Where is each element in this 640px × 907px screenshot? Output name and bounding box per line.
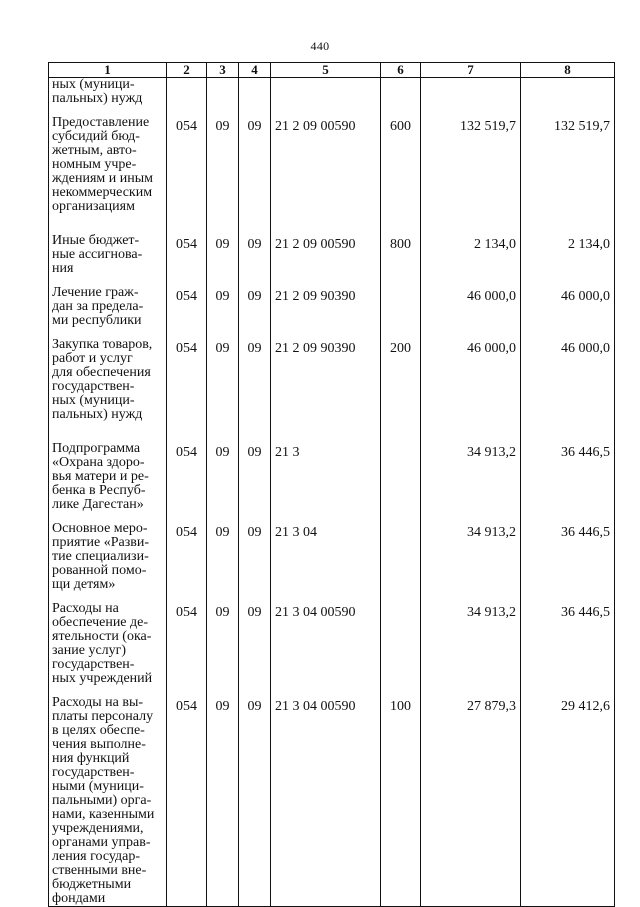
cell-target-article: 21 3 04 00590 bbox=[271, 696, 381, 907]
cell-expense-type: 100 bbox=[381, 696, 421, 907]
cell-target-article: 21 3 04 00590 bbox=[271, 602, 381, 696]
cell-name bbox=[49, 442, 167, 522]
cell-expense-type bbox=[381, 522, 421, 602]
cell-ministry-code: 054 bbox=[167, 696, 207, 907]
cell-amount-col8: 36 446,5 bbox=[521, 522, 615, 602]
table-row bbox=[49, 234, 615, 286]
row-description: Закупка товаров, работ и услуг для обеспечения государствен- ных (муници- пальных) нужд bbox=[52, 337, 153, 422]
cell-name bbox=[49, 78, 167, 117]
cell-target-article: 21 2 09 00590 bbox=[271, 234, 381, 286]
cell-target-article bbox=[271, 78, 381, 117]
row-description: Расходы на обеспечение де- ятельности (ока- зание услуг) государствен- ных учреждений bbox=[52, 601, 153, 686]
column-header: 2 bbox=[167, 63, 207, 78]
cell-expense-type bbox=[381, 442, 421, 522]
cell-section: 09 bbox=[207, 286, 239, 338]
cell-subsection: 09 bbox=[239, 116, 271, 234]
cell-amount-col7: 34 913,2 bbox=[421, 442, 521, 522]
table-row bbox=[49, 78, 615, 117]
table-row bbox=[49, 116, 615, 234]
row-description: Расходы на вы- платы персоналу в целях обеспе- чения выполне- ния функций государствен- ными (муници- пальными) орга- нами, казенными учреждениями, органами управ- ления государ- ственными вне- бюджетными фондами bbox=[52, 695, 155, 906]
cell-amount-col7: 46 000,0 bbox=[421, 286, 521, 338]
column-header: 4 bbox=[239, 63, 271, 78]
cell-subsection: 09 bbox=[239, 442, 271, 522]
row-description: Иные бюджет- ные ассигнова- ния bbox=[52, 233, 143, 276]
cell-ministry-code: 054 bbox=[167, 522, 207, 602]
cell-amount-col7: 34 913,2 bbox=[421, 602, 521, 696]
cell-amount-col8: 36 446,5 bbox=[521, 442, 615, 522]
cell-amount-col7: 132 519,7 bbox=[421, 116, 521, 234]
cell-section: 09 bbox=[207, 696, 239, 907]
cell-section: 09 bbox=[207, 234, 239, 286]
cell-section: 09 bbox=[207, 338, 239, 442]
cell-amount-col7 bbox=[421, 78, 521, 117]
cell-expense-type: 200 bbox=[381, 338, 421, 442]
cell-subsection: 09 bbox=[239, 286, 271, 338]
cell-subsection: 09 bbox=[239, 338, 271, 442]
cell-name bbox=[49, 338, 167, 442]
table-row bbox=[49, 286, 615, 338]
row-description: Лечение граж- дан за предела- ми республики bbox=[52, 285, 144, 328]
cell-target-article: 21 2 09 90390 bbox=[271, 286, 381, 338]
cell-target-article: 21 3 bbox=[271, 442, 381, 522]
cell-name bbox=[49, 116, 167, 234]
row-description: Предоставление субсидий бюд- жетным, авто- номным учре- ждениям и иным некоммерческим организациям bbox=[52, 115, 154, 214]
cell-expense-type bbox=[381, 78, 421, 117]
table-row bbox=[49, 338, 615, 442]
budget-table bbox=[48, 62, 615, 907]
cell-amount-col7: 27 879,3 bbox=[421, 696, 521, 907]
column-header: 7 bbox=[421, 63, 521, 78]
cell-expense-type: 600 bbox=[381, 116, 421, 234]
row-description: ных (муници- пальных) нужд bbox=[52, 77, 143, 106]
column-header: 6 bbox=[381, 63, 421, 78]
row-description: Подпрограмма «Охрана здоро- вья матери и ре- бенка в Респуб- лике Дагестан» bbox=[52, 441, 149, 512]
cell-ministry-code: 054 bbox=[167, 116, 207, 234]
cell-amount-col8: 36 446,5 bbox=[521, 602, 615, 696]
cell-amount-col8: 29 412,6 bbox=[521, 696, 615, 907]
cell-amount-col8 bbox=[521, 78, 615, 117]
cell-name bbox=[49, 234, 167, 286]
cell-ministry-code: 054 bbox=[167, 286, 207, 338]
cell-amount-col8: 46 000,0 bbox=[521, 338, 615, 442]
cell-target-article: 21 2 09 90390 bbox=[271, 338, 381, 442]
cell-ministry-code: 054 bbox=[167, 338, 207, 442]
cell-amount-col7: 46 000,0 bbox=[421, 338, 521, 442]
cell-subsection bbox=[239, 78, 271, 117]
table-row bbox=[49, 602, 615, 696]
cell-amount-col7: 2 134,0 bbox=[421, 234, 521, 286]
cell-name bbox=[49, 286, 167, 338]
column-header: 1 bbox=[49, 63, 167, 78]
cell-expense-type: 800 bbox=[381, 234, 421, 286]
cell-amount-col7: 34 913,2 bbox=[421, 522, 521, 602]
cell-section: 09 bbox=[207, 116, 239, 234]
cell-section bbox=[207, 78, 239, 117]
cell-ministry-code bbox=[167, 78, 207, 117]
table-row bbox=[49, 522, 615, 602]
cell-subsection: 09 bbox=[239, 522, 271, 602]
cell-subsection: 09 bbox=[239, 602, 271, 696]
cell-target-article: 21 3 04 bbox=[271, 522, 381, 602]
cell-name bbox=[49, 696, 167, 907]
table-header-row bbox=[49, 63, 615, 78]
cell-expense-type bbox=[381, 286, 421, 338]
cell-ministry-code: 054 bbox=[167, 602, 207, 696]
cell-amount-col8: 2 134,0 bbox=[521, 234, 615, 286]
column-header: 8 bbox=[521, 63, 615, 78]
cell-section: 09 bbox=[207, 602, 239, 696]
column-header: 5 bbox=[271, 63, 381, 78]
cell-subsection: 09 bbox=[239, 234, 271, 286]
page-number: 440 bbox=[310, 39, 330, 53]
cell-subsection: 09 bbox=[239, 696, 271, 907]
cell-target-article: 21 2 09 00590 bbox=[271, 116, 381, 234]
cell-expense-type bbox=[381, 602, 421, 696]
cell-ministry-code: 054 bbox=[167, 234, 207, 286]
row-description: Основное меро- приятие «Разви- тие специализи- рованной помо- щи детям» bbox=[52, 521, 150, 592]
cell-amount-col8: 132 519,7 bbox=[521, 116, 615, 234]
cell-section: 09 bbox=[207, 442, 239, 522]
table-row bbox=[49, 442, 615, 522]
cell-name bbox=[49, 522, 167, 602]
table-row bbox=[49, 696, 615, 907]
cell-section: 09 bbox=[207, 522, 239, 602]
cell-ministry-code: 054 bbox=[167, 442, 207, 522]
column-header: 3 bbox=[207, 63, 239, 78]
cell-name bbox=[49, 602, 167, 696]
cell-amount-col8: 46 000,0 bbox=[521, 286, 615, 338]
